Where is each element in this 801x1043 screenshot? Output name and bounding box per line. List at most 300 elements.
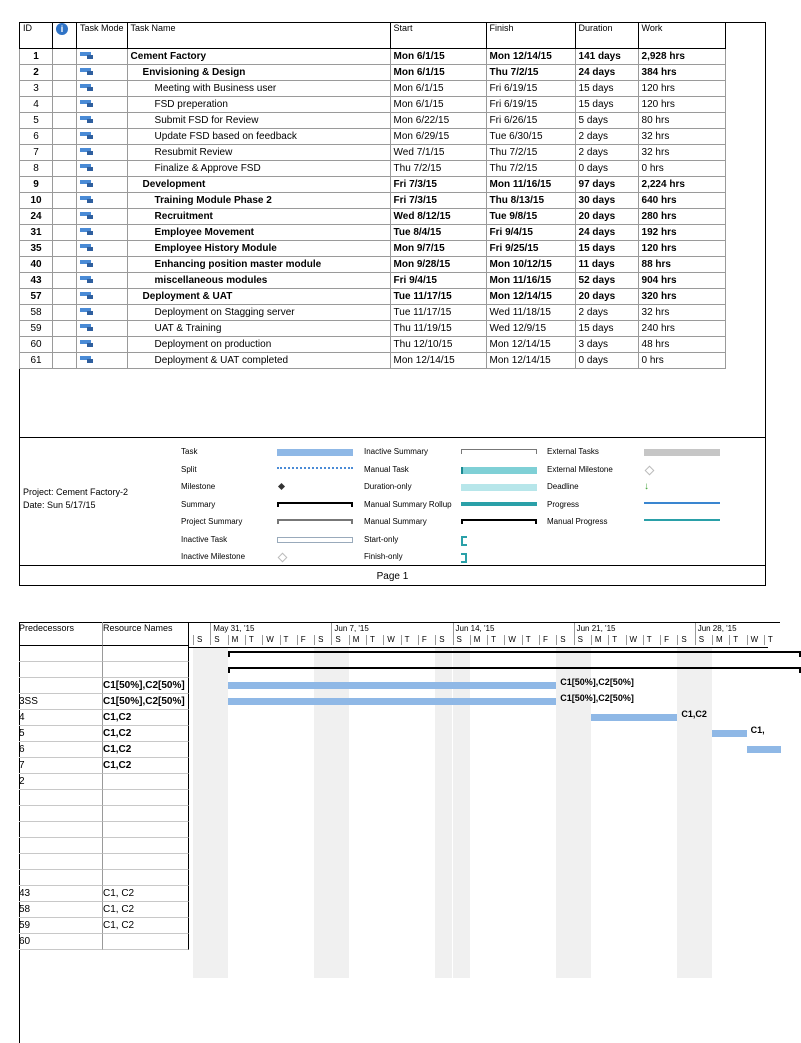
task-info	[53, 273, 77, 289]
auto-scheduled-icon	[80, 99, 94, 107]
legend-item-swatch-icon	[461, 449, 537, 454]
day-divider	[695, 635, 696, 645]
legend-item-swatch-icon	[645, 465, 655, 475]
resource-cell: C1, C2	[103, 918, 189, 934]
day-letter: T	[733, 635, 739, 644]
task-duration: 3 days	[575, 337, 638, 353]
auto-scheduled-icon	[80, 243, 94, 251]
task-info	[53, 321, 77, 337]
task-row[interactable]	[20, 161, 726, 177]
empty-cell	[638, 369, 725, 385]
task-info	[53, 241, 77, 257]
day-divider	[747, 635, 748, 645]
day-divider	[262, 635, 263, 645]
empty-cell	[127, 369, 390, 385]
task-row[interactable]	[20, 113, 726, 129]
task-info	[53, 257, 77, 273]
task-mode	[77, 161, 128, 177]
task-start: Mon 6/1/15	[390, 65, 486, 81]
task-duration: 15 days	[575, 97, 638, 113]
day-letter: S	[681, 635, 687, 644]
col-task-name: Task Name	[127, 23, 390, 49]
resource-cell: C1,C2	[103, 726, 189, 742]
task-name: Deployment on Stagging server	[127, 305, 390, 321]
task-finish: Fri 6/19/15	[486, 97, 575, 113]
info-icon: i	[56, 23, 68, 35]
task-work: 32 hrs	[638, 145, 725, 161]
task-row[interactable]	[20, 177, 726, 193]
task-name: Recruitment	[127, 209, 390, 225]
day-divider	[591, 635, 592, 645]
day-divider	[470, 635, 471, 645]
task-work: 640 hrs	[638, 193, 725, 209]
task-duration: 141 days	[575, 49, 638, 65]
day-letter: S	[698, 635, 705, 644]
task-bar[interactable]	[712, 730, 747, 737]
empty-cell	[77, 369, 128, 385]
resource-cell	[103, 790, 189, 806]
empty-cell	[77, 399, 128, 414]
week-divider	[574, 623, 575, 635]
predecessor-cell: 5	[19, 726, 103, 742]
task-mode	[77, 97, 128, 113]
day-divider	[729, 635, 730, 645]
task-finish: Fri 9/25/15	[486, 241, 575, 257]
task-row[interactable]	[20, 273, 726, 289]
day-letter: W	[629, 635, 638, 644]
task-start: Wed 8/12/15	[390, 209, 486, 225]
day-divider	[418, 635, 419, 645]
predecessor-cell	[19, 646, 103, 662]
resource-cell	[103, 838, 189, 854]
empty-cell	[20, 399, 53, 414]
task-start: Mon 6/29/15	[390, 129, 486, 145]
task-mode	[77, 337, 128, 353]
resource-cell: C1,C2	[103, 758, 189, 774]
task-id: 31	[20, 225, 53, 241]
task-mode	[77, 289, 128, 305]
legend-item-label: External Milestone	[547, 464, 613, 474]
task-work: 0 hrs	[638, 161, 725, 177]
task-finish: Fri 6/19/15	[486, 81, 575, 97]
auto-scheduled-icon	[80, 163, 94, 171]
task-duration: 20 days	[575, 289, 638, 305]
task-id: 43	[20, 273, 53, 289]
day-divider	[280, 635, 281, 645]
task-start: Thu 12/10/15	[390, 337, 486, 353]
bar-resource-label: C1,	[750, 725, 765, 735]
task-id: 1	[20, 49, 53, 65]
task-id: 60	[20, 337, 53, 353]
task-finish: Thu 7/2/15	[486, 145, 575, 161]
empty-row	[20, 399, 726, 414]
task-info	[53, 81, 77, 97]
day-letter: M	[716, 635, 723, 644]
task-finish: Wed 12/9/15	[486, 321, 575, 337]
task-id: 58	[20, 305, 53, 321]
day-letter: T	[370, 635, 375, 644]
col-id: ID	[20, 23, 53, 49]
day-letter: S	[439, 635, 445, 644]
empty-cell	[53, 384, 77, 399]
day-letter: M	[352, 635, 360, 644]
task-finish: Mon 12/14/15	[486, 337, 575, 353]
empty-cell	[638, 399, 725, 414]
empty-cell	[638, 384, 725, 399]
task-name: Meeting with Business user	[127, 81, 390, 97]
day-letter: F	[421, 635, 427, 644]
week-label: May 31, '15	[213, 624, 255, 633]
task-duration: 30 days	[575, 193, 638, 209]
resource-cell: C1, C2	[103, 902, 189, 918]
summary-bar-project[interactable]	[228, 651, 801, 657]
empty-cell	[53, 414, 77, 429]
task-info	[53, 129, 77, 145]
task-start: Fri 9/4/15	[390, 273, 486, 289]
day-divider	[297, 635, 298, 645]
legend-item-swatch-icon	[277, 537, 353, 543]
day-letter: T	[248, 635, 254, 644]
task-name: Deployment on production	[127, 337, 390, 353]
legend-item-swatch-icon	[277, 467, 353, 469]
empty-cell	[486, 369, 575, 385]
empty-cell	[575, 384, 638, 399]
task-row[interactable]	[20, 257, 726, 273]
task-mode	[77, 305, 128, 321]
day-divider	[764, 635, 765, 645]
task-work: 48 hrs	[638, 337, 725, 353]
task-row[interactable]	[20, 145, 726, 161]
legend-item-swatch-icon	[461, 519, 537, 524]
task-start: Tue 11/17/15	[390, 305, 486, 321]
col-predecessors: Predecessors	[19, 622, 103, 646]
predecessor-cell: 3SS	[19, 694, 103, 710]
task-mode	[77, 257, 128, 273]
day-divider	[349, 635, 350, 645]
legend-item-label: Start-only	[364, 534, 399, 544]
task-finish: Tue 9/8/15	[486, 209, 575, 225]
task-work: 32 hrs	[638, 305, 725, 321]
task-name: FSD preperation	[127, 97, 390, 113]
legend-item-swatch-icon	[277, 449, 353, 456]
task-row[interactable]	[20, 49, 726, 65]
day-letter: W	[387, 635, 395, 644]
task-duration: 2 days	[575, 305, 638, 321]
task-info	[53, 305, 77, 321]
day-divider	[677, 635, 678, 645]
empty-cell	[390, 399, 486, 414]
task-duration: 2 days	[575, 145, 638, 161]
predecessor-cell: 43	[19, 886, 103, 902]
task-info	[53, 225, 77, 241]
task-duration: 52 days	[575, 273, 638, 289]
day-divider	[608, 635, 609, 645]
task-work: 904 hrs	[638, 273, 725, 289]
task-mode	[77, 129, 128, 145]
legend-item-swatch-icon	[277, 502, 353, 507]
resource-cell	[103, 854, 189, 870]
task-work: 384 hrs	[638, 65, 725, 81]
task-work: 32 hrs	[638, 129, 725, 145]
task-work: 2,224 hrs	[638, 177, 725, 193]
task-finish: Thu 7/2/15	[486, 65, 575, 81]
task-id: 6	[20, 129, 53, 145]
day-letter: S	[214, 635, 220, 644]
task-start: Mon 9/28/15	[390, 257, 486, 273]
empty-cell	[20, 414, 53, 429]
auto-scheduled-icon	[80, 51, 94, 59]
task-start: Fri 7/3/15	[390, 177, 486, 193]
task-mode	[77, 177, 128, 193]
week-label: Jun 14, '15	[455, 624, 495, 633]
task-name: UAT & Training	[127, 321, 390, 337]
task-info	[53, 113, 77, 129]
task-row[interactable]	[20, 353, 726, 369]
auto-scheduled-icon	[80, 131, 94, 139]
empty-cell	[127, 384, 390, 399]
task-start: Mon 6/1/15	[390, 97, 486, 113]
task-mode	[77, 49, 128, 65]
task-duration: 2 days	[575, 129, 638, 145]
task-table-header	[20, 23, 726, 49]
empty-row	[20, 369, 726, 385]
task-row[interactable]	[20, 209, 726, 225]
day-letter: T	[612, 635, 618, 644]
empty-cell	[20, 369, 53, 385]
day-letter: T	[767, 635, 773, 644]
task-name: Development	[127, 177, 390, 193]
legend-item-label: Inactive Task	[181, 534, 228, 544]
auto-scheduled-icon	[80, 179, 94, 187]
task-start: Thu 11/19/15	[390, 321, 486, 337]
day-divider	[245, 635, 246, 645]
predecessor-cell: 60	[19, 934, 103, 950]
task-finish: Mon 11/16/15	[486, 273, 575, 289]
task-work: 320 hrs	[638, 289, 725, 305]
day-letter: M	[473, 635, 481, 644]
task-duration: 11 days	[575, 257, 638, 273]
task-name: Envisioning & Design	[127, 65, 390, 81]
col-finish: Finish	[486, 23, 575, 49]
task-id: 2	[20, 65, 53, 81]
day-letter: S	[318, 635, 324, 644]
task-row[interactable]	[20, 305, 726, 321]
empty-cell	[390, 414, 486, 429]
auto-scheduled-icon	[80, 83, 94, 91]
col-info	[53, 23, 77, 49]
empty-cell	[77, 414, 128, 429]
empty-cell	[390, 369, 486, 385]
bar-resource-label: C1,C2	[681, 709, 707, 719]
task-bar[interactable]	[228, 698, 557, 705]
project-info	[23, 486, 128, 512]
day-letter: T	[646, 635, 652, 644]
resource-cell: C1[50%],C2[50%]	[103, 678, 189, 694]
task-row[interactable]	[20, 289, 726, 305]
auto-scheduled-icon	[80, 147, 94, 155]
task-row[interactable]	[20, 241, 726, 257]
empty-cell	[575, 399, 638, 414]
day-letter: T	[283, 635, 289, 644]
task-finish: Thu 8/13/15	[486, 193, 575, 209]
task-work: 2,928 hrs	[638, 49, 725, 65]
legend-item-swatch-icon	[461, 502, 537, 506]
task-info	[53, 209, 77, 225]
task-id: 59	[20, 321, 53, 337]
task-duration: 0 days	[575, 353, 638, 369]
predecessor-cell: 2	[19, 774, 103, 790]
project-name: Project: Cement Factory-2	[23, 487, 129, 497]
report-page-2	[0, 612, 773, 1024]
task-mode	[77, 193, 128, 209]
empty-cell	[20, 384, 53, 399]
resource-cell: C1,C2	[103, 742, 189, 758]
legend	[19, 437, 766, 566]
task-name: Finalize & Approve FSD	[127, 161, 390, 177]
task-work: 0 hrs	[638, 353, 725, 369]
empty-cell	[127, 399, 390, 414]
task-row[interactable]	[20, 337, 726, 353]
legend-item-label: External Tasks	[547, 447, 599, 456]
day-divider	[435, 635, 436, 645]
day-divider	[660, 635, 661, 645]
legend-item-label: Manual Task	[364, 464, 409, 474]
task-work: 88 hrs	[638, 257, 725, 273]
day-divider	[331, 635, 332, 645]
day-letter: T	[525, 635, 531, 644]
legend-item-label: Manual Progress	[547, 517, 608, 526]
task-info	[53, 145, 77, 161]
task-duration: 20 days	[575, 209, 638, 225]
day-divider	[539, 635, 540, 645]
task-id: 40	[20, 257, 53, 273]
task-duration: 15 days	[575, 241, 638, 257]
day-letter: W	[266, 635, 274, 644]
legend-item-label: Duration-only	[364, 482, 412, 491]
task-finish: Thu 7/2/15	[486, 161, 575, 177]
task-work: 80 hrs	[638, 113, 725, 129]
legend-item-label: Summary	[181, 499, 216, 509]
legend-item-swatch-icon	[461, 536, 467, 546]
col-task-mode: Task Mode	[77, 23, 128, 49]
task-duration: 5 days	[575, 113, 638, 129]
task-name: Enhancing position master module	[127, 257, 390, 273]
predecessor-cell	[19, 662, 103, 678]
day-divider	[401, 635, 402, 645]
task-row[interactable]	[20, 321, 726, 337]
col-work: Work	[638, 23, 725, 49]
task-start: Mon 12/14/15	[390, 353, 486, 369]
week-label: Jun 28, '15	[697, 624, 737, 633]
day-divider	[366, 635, 367, 645]
task-id: 8	[20, 161, 53, 177]
task-bar[interactable]	[228, 682, 557, 689]
day-letter: T	[491, 635, 496, 644]
predecessor-cell	[19, 822, 103, 838]
auto-scheduled-icon	[80, 115, 94, 123]
task-row[interactable]	[20, 97, 726, 113]
day-divider	[522, 635, 523, 645]
legend-item-swatch-icon	[461, 484, 537, 491]
legend-item-swatch-icon	[461, 467, 537, 474]
task-duration: 97 days	[575, 177, 638, 193]
task-duration: 15 days	[575, 81, 638, 97]
day-letter: S	[577, 635, 583, 644]
predecessor-cell: 58	[19, 902, 103, 918]
task-row[interactable]	[20, 65, 726, 81]
task-name: Cement Factory	[127, 49, 390, 65]
empty-cell	[575, 369, 638, 385]
task-info	[53, 353, 77, 369]
day-letter: M	[594, 635, 602, 644]
task-finish: Mon 12/14/15	[486, 49, 575, 65]
empty-cell	[390, 384, 486, 399]
resource-cell: C1[50%],C2[50%]	[103, 694, 189, 710]
task-row[interactable]	[20, 193, 726, 209]
col-start: Start	[390, 23, 486, 49]
auto-scheduled-icon	[80, 339, 94, 347]
weekend-shade	[210, 648, 227, 978]
task-row[interactable]	[20, 225, 726, 241]
task-name: Deployment & UAT	[127, 289, 390, 305]
task-info	[53, 289, 77, 305]
resource-cell	[103, 870, 189, 886]
day-letter: T	[404, 635, 410, 644]
resource-cell	[103, 822, 189, 838]
day-letter: W	[750, 635, 759, 644]
task-info	[53, 65, 77, 81]
empty-cell	[486, 399, 575, 414]
task-work: 120 hrs	[638, 97, 725, 113]
auto-scheduled-icon	[80, 307, 94, 315]
legend-item-label: Manual Summary Rollup	[364, 499, 452, 509]
task-start: Mon 6/1/15	[390, 81, 486, 97]
task-name: miscellaneous modules	[127, 273, 390, 289]
task-info	[53, 177, 77, 193]
gantt-chart	[189, 622, 773, 1022]
task-info	[53, 49, 77, 65]
resource-cell: C1, C2	[103, 886, 189, 902]
summary-bar-envisioning[interactable]	[228, 667, 801, 673]
task-name: Training Module Phase 2	[127, 193, 390, 209]
legend-item-label: Task	[181, 447, 198, 456]
legend-item-label: Manual Summary	[364, 517, 427, 526]
legend-item-label: Inactive Summary	[364, 447, 429, 456]
task-mode	[77, 81, 128, 97]
task-bar[interactable]	[591, 714, 678, 721]
task-mode	[77, 321, 128, 337]
day-divider	[193, 635, 194, 645]
predecessor-cell: 7	[19, 758, 103, 774]
task-work: 120 hrs	[638, 241, 725, 257]
task-mode	[77, 145, 128, 161]
task-start: Mon 6/22/15	[390, 113, 486, 129]
day-letter: F	[664, 635, 669, 644]
auto-scheduled-icon	[80, 275, 94, 283]
resource-cell	[103, 806, 189, 822]
task-id: 9	[20, 177, 53, 193]
task-bar[interactable]	[747, 746, 782, 753]
task-id: 4	[20, 97, 53, 113]
task-mode	[77, 225, 128, 241]
weekend-shade	[677, 648, 694, 978]
task-row[interactable]	[20, 129, 726, 145]
task-work: 240 hrs	[638, 321, 725, 337]
timescale-border	[189, 647, 768, 648]
predecessor-cell	[19, 806, 103, 822]
task-id: 10	[20, 193, 53, 209]
task-row[interactable]	[20, 81, 726, 97]
